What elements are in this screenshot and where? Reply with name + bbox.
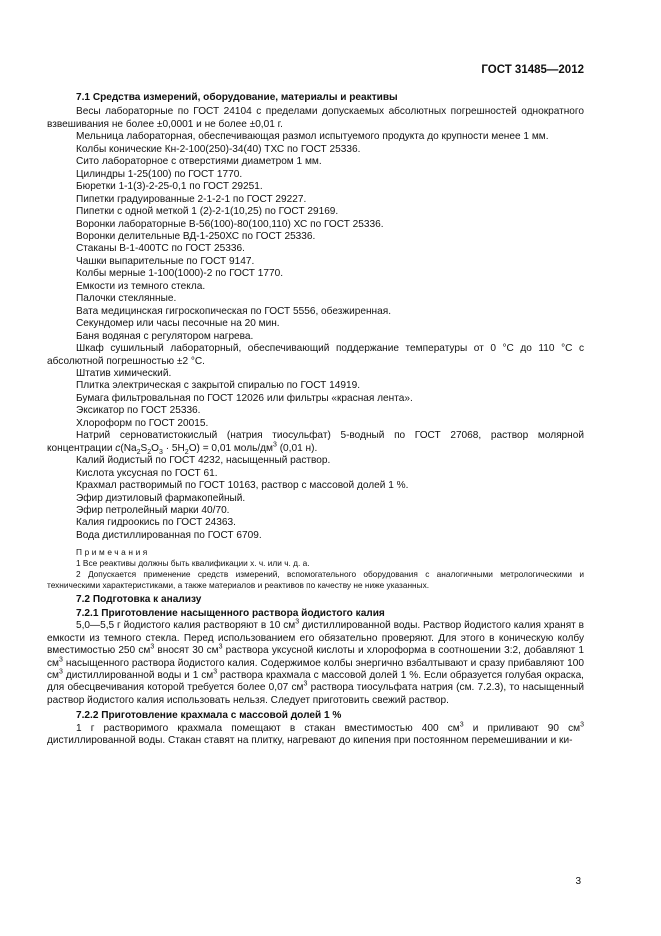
- list-item: Калия гидроокись по ГОСТ 24363.: [76, 517, 236, 529]
- list-item: Воронки лабораторные В-56(100)-80(100,110) ХС по ГОСТ 25336.: [76, 218, 384, 230]
- list-item: Кислота уксусная по ГОСТ 61.: [76, 467, 218, 479]
- section-7-2-1-heading: 7.2.1 Приготовление насыщенного раствора йодистого калия: [76, 607, 385, 619]
- list-item: Бюретки 1-1(3)-2-25-0,1 по ГОСТ 29251.: [76, 181, 263, 193]
- list-item: Палочки стеклянные.: [76, 293, 177, 305]
- document-body: [47, 92, 584, 748]
- doc-code-header: ГОСТ 31485—2012: [481, 64, 584, 76]
- list-item: Хлороформ по ГОСТ 20015.: [76, 417, 209, 429]
- list-item: Крахмал растворимый по ГОСТ 10163, раствор с массовой долей 1 %.: [76, 480, 409, 492]
- list-item: Шкаф сушильный лабораторный, обеспечивающий поддержание температуры от 0 °С до 110 °С с абсолютной погрешностью ±2 °С.: [47, 343, 584, 367]
- list-item: Калий йодистый по ГОСТ 4232, насыщенный раствор.: [76, 455, 331, 467]
- reagent-list: [47, 455, 584, 542]
- section-7-1-heading: 7.1 Средства измерений, оборудование, материалы и реактивы: [76, 92, 398, 103]
- list-item: Бумага фильтровальная по ГОСТ 12026 или фильтры «красная лента».: [76, 392, 413, 404]
- list-item: Баня водяная с регулятором нагрева.: [76, 330, 254, 342]
- list-item: Секундомер или часы песочные на 20 мин.: [76, 318, 280, 330]
- list-item: Эфир петролейный марки 40/70.: [76, 504, 230, 516]
- list-item: Чашки выпарительные по ГОСТ 9147.: [76, 255, 255, 267]
- list-item: Вода дистиллированная по ГОСТ 6709.: [76, 529, 262, 541]
- list-item: Стаканы В-1-400ТС по ГОСТ 25336.: [76, 243, 245, 255]
- list-item: Емкости из темного стекла.: [76, 280, 206, 292]
- list-item: Эфир диэтиловый фармакопейный.: [76, 492, 246, 504]
- list-item: Воронки делительные ВД-1-250ХС по ГОСТ 25336.: [76, 230, 316, 242]
- section-7-2-2-text: 1 г растворимого крахмала помещают в стакан вместимостью 400 $см^3$ и приливают 90 $см^3$ дистиллированной воды. Стакан ставят на плитку, нагревают до кипения при постоянном перемешивании и ки-: [47, 721, 584, 747]
- note-1: 1 Все реактивы должны быть квалификации х. ч. или ч. д. а.: [76, 558, 310, 569]
- page-number: 3: [575, 876, 581, 887]
- list-item: Плитка электрическая с закрытой спиралью по ГОСТ 14919.: [76, 380, 361, 392]
- list-item: Колбы мерные 1-100(1000)-2 по ГОСТ 1770.: [76, 268, 284, 280]
- list-item: Цилиндры 1-25(100) по ГОСТ 1770.: [76, 168, 243, 180]
- list-item: Сито лабораторное с отверстиями диаметром 1 мм.: [76, 156, 322, 168]
- list-item: Штатив химический.: [76, 367, 172, 379]
- list-item: Колбы конические Кн-2-100(250)-34(40) ТХС по ГОСТ 25336.: [76, 143, 361, 155]
- equipment-list: [47, 106, 584, 430]
- list-item: Мельница лабораторная, обеспечивающая размол испытуемого продукта до крупности менее 1 мм.: [76, 131, 549, 143]
- list-item: Пипетки градуированные 2-1-2-1 по ГОСТ 29227.: [76, 193, 307, 205]
- thiosulfate-paragraph: Натрий серноватистокислый (натрия тиосульфат) 5-водный по ГОСТ 27068, раствор молярной концентрации $c(Na_2S_2O_3 \cdot 5H_2O) = 0,01$ моль/$дм^3$ (0,01 н).: [47, 430, 584, 456]
- section-7-2-2-heading: 7.2.2 Приготовление крахмала с массовой долей 1 %: [76, 710, 342, 722]
- notes-title: Примечания: [76, 547, 150, 558]
- section-7-2-1-text: 5,0—5,5 г йодистого калия растворяют в 10 $см^3$ дистиллированной воды. Раствор йодистого калия хранят в емкости из темного стекла. Перед использованием его обязательно проверяют. Для этого в коническую колбу вместимостью 250 $см^3$ вносят 30 $см^3$ раствора уксусной кислоты и хлороформа в соотношении 3:2, добавляют 1 $см^3$ насыщенного раствора йодистого калия. Содержимое колбы энергично взбалтывают и сразу прибавляют 100 $см^3$ дистиллированной воды и 1 $см^3$ раствора крахмала с массовой долей 1 %. Если образуется голубая окраска, для обесцвечивания которой требуется более 0,07 $см^3$ раствора тиосульфата натрия (см. 7.2.3), то насыщенный раствор йодистого калия использовать нельзя. Следует приготовить свежий раствор.: [47, 618, 585, 706]
- list-item: Эксикатор по ГОСТ 25336.: [76, 405, 201, 417]
- section-7-2-heading: 7.2 Подготовка к анализу: [76, 594, 202, 606]
- note-2: 2 Допускается применение средств измерений, вспомогательного оборудования с аналогичными метрологическими и техническими характеристиками, а также материалов и реактивов по качеству не ниже указанных.: [47, 569, 584, 591]
- list-item: Весы лабораторные по ГОСТ 24104 с пределами допускаемых абсолютных погрешностей однократного взвешивания не более ±0,0001 и не более ±0,01 г.: [47, 106, 584, 130]
- list-item: Вата медицинская гигроскопическая по ГОСТ 5556, обезжиренная.: [76, 305, 392, 317]
- list-item: Пипетки с одной меткой 1 (2)-2-1(10,25) по ГОСТ 29169.: [76, 206, 339, 218]
